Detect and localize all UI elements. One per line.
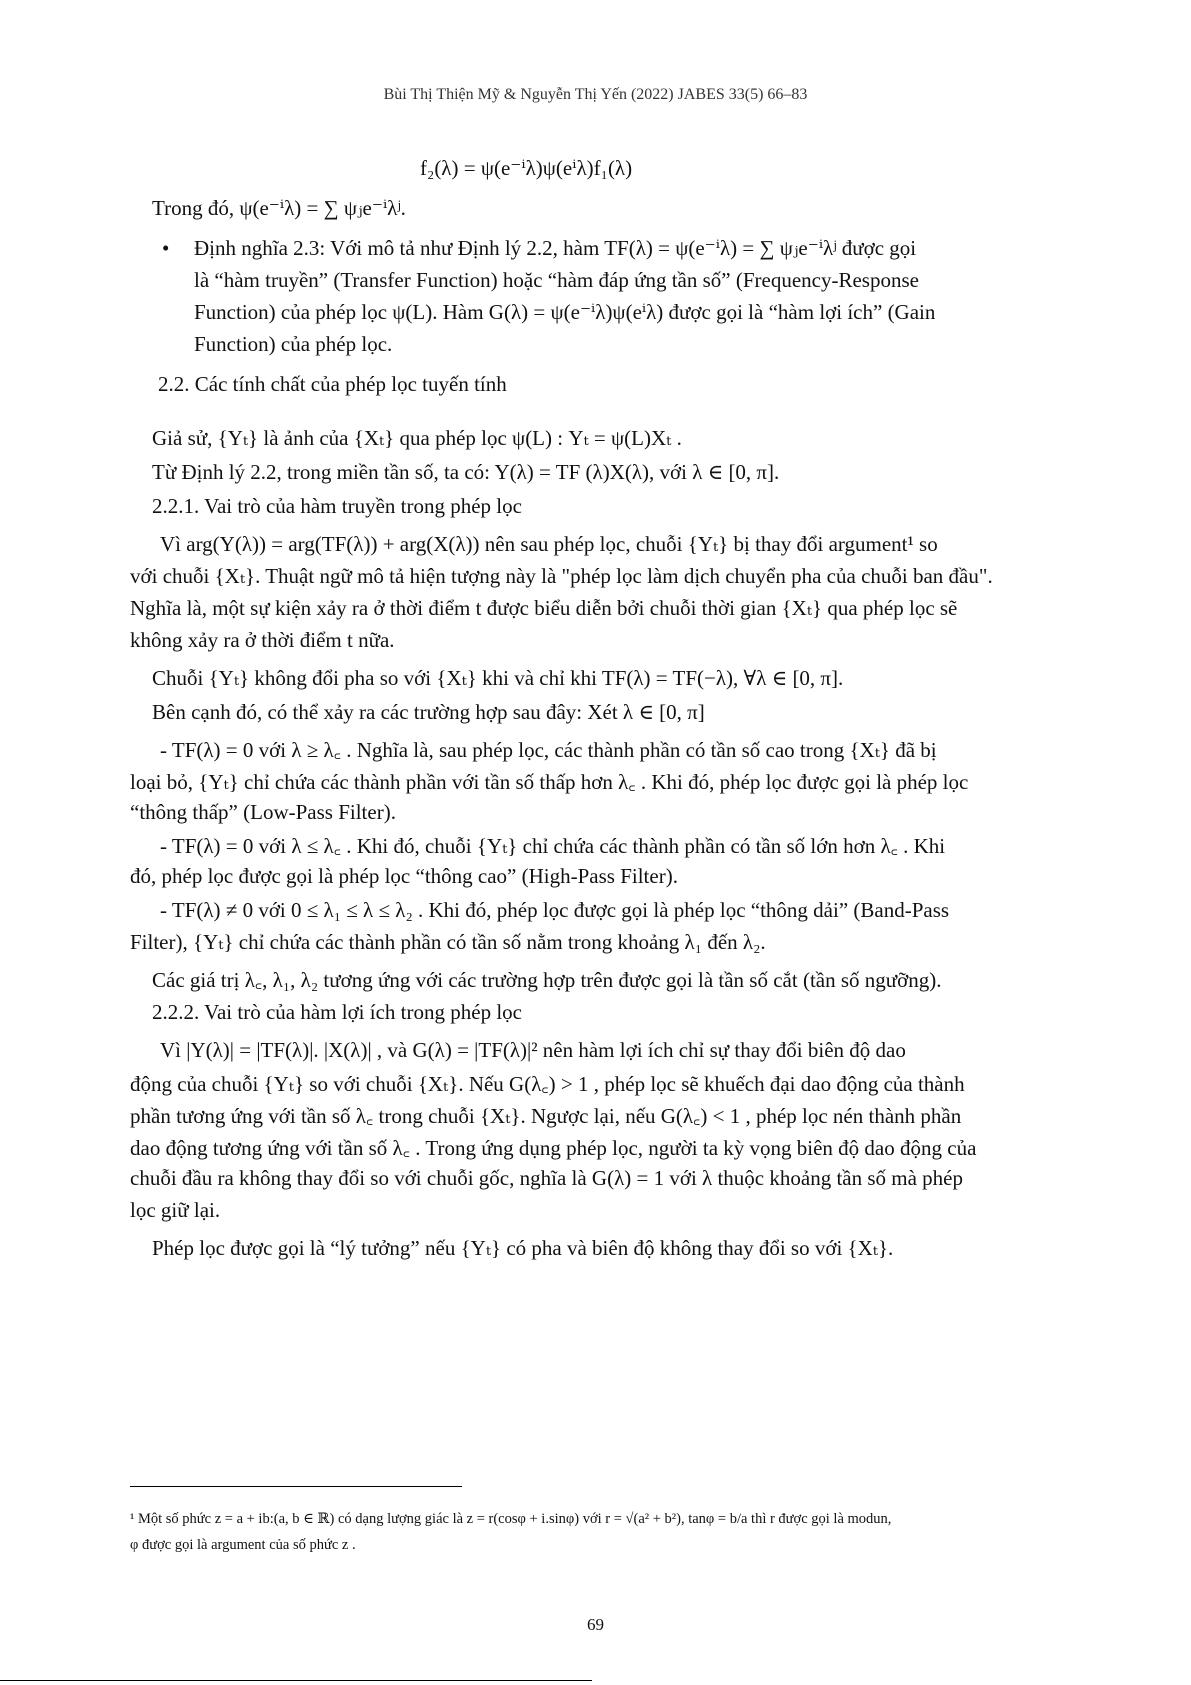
gain-line: động của chuỗi {Yₜ} so với chuỗi {Xₜ}. Nếu G(λ꜀) > 1 , phép lọc sẽ khuếch đại dao động của thành (130, 1072, 965, 1096)
definition-line: Function) của phép lọc. (194, 332, 393, 356)
paragraph-cases: Bên cạnh đó, có thể xảy ra các trường hợp sau đây: Xét λ ∈ [0, π] (152, 700, 705, 724)
subsection-heading-2-2-1: 2.2.1. Vai trò của hàm truyền trong phép lọc (152, 494, 522, 518)
where-clause: Trong đó, ψ(e⁻ⁱλ) = ∑ ψⱼe⁻ⁱλʲ. (152, 196, 406, 220)
gain-line: phần tương ứng với tần số λ꜀ trong chuỗi {Xₜ}. Ngược lại, nếu G(λ꜀) < 1 , phép lọc nén thành phần (130, 1104, 962, 1128)
argument-line: Nghĩa là, một sự kiện xảy ra ở thời điểm t được biểu diễn bởi chuỗi thời gian {Xₜ} qua phép lọc sẽ (130, 596, 958, 620)
bullet-marker: • (162, 236, 170, 260)
lowpass-line: “thông thấp” (Low-Pass Filter). (130, 800, 396, 824)
lowpass-line: loại bỏ, {Yₜ} chỉ chứa các thành phần với tần số thấp hơn λ꜀ . Khi đó, phép lọc được gọi là phép lọc (130, 770, 969, 794)
subsection-heading-2-2-2: 2.2.2. Vai trò của hàm lợi ích trong phép lọc (152, 1000, 522, 1024)
running-header: Bùi Thị Thiện Mỹ & Nguyễn Thị Yến (2022) JABES 33(5) 66–83 (383, 86, 808, 103)
footnote-separator (130, 1486, 462, 1487)
page-number: 69 (587, 1615, 604, 1634)
paragraph-ideal-filter: Phép lọc được gọi là “lý tưởng” nếu {Yₜ} có pha và biên độ không thay đổi so với {Xₜ}. (152, 1236, 894, 1260)
bandpass-line: Filter), {Yₜ} chỉ chứa các thành phần có tần số nằm trong khoảng λ₁ đến λ₂. (130, 930, 766, 954)
paragraph-suppose: Giả sử, {Yₜ} là ảnh của {Xₜ} qua phép lọc ψ(L) : Yₜ = ψ(L)Xₜ . (152, 426, 682, 450)
paragraph-cutoff: Các giá trị λ꜀, λ₁, λ₂ tương ứng với các trường hợp trên được gọi là tần số cắt (tần số ngưỡng). (152, 968, 942, 992)
section-heading-2-2: 2.2. Các tính chất của phép lọc tuyến tính (158, 372, 507, 396)
gain-line: dao động tương ứng với tần số λ꜀ . Trong ứng dụng phép lọc, người ta kỳ vọng biên độ dao động của (130, 1136, 977, 1160)
equation-f2: f₂(λ) = ψ(e⁻ⁱλ)ψ(eⁱλ)f₁(λ) (420, 156, 633, 180)
definition-line: Function) của phép lọc ψ(L). Hàm G(λ) = ψ(e⁻ⁱλ)ψ(eⁱλ) được gọi là “hàm lợi ích” (Gain (194, 300, 936, 324)
lowpass-line: - TF(λ) = 0 với λ ≥ λ꜀ . Nghĩa là, sau phép lọc, các thành phần có tần số cao trong {Xₜ} đã bị (160, 738, 937, 762)
definition-2-3 (194, 232, 1060, 360)
highpass-line: đó, phép lọc được gọi là phép lọc “thông cao” (High-Pass Filter). (130, 864, 678, 888)
bandpass-line: - TF(λ) ≠ 0 với 0 ≤ λ₁ ≤ λ ≤ λ₂ . Khi đó, phép lọc được gọi là phép lọc “thông dải” (Band-Pass (160, 898, 950, 922)
footnote-line: φ được gọi là argument của số phức z . (130, 1537, 356, 1553)
gain-line: lọc giữ lại. (130, 1198, 221, 1222)
footnote (130, 1506, 1060, 1558)
argument-line: không xảy ra ở thời điểm t nữa. (130, 628, 395, 652)
gain-line: Vì |Y(λ)| = |TF(λ)|. |X(λ)| , và G(λ) = |TF(λ)|² nên hàm lợi ích chỉ sự thay đổi biên độ dao (160, 1038, 906, 1062)
paragraph-from-theorem: Từ Định lý 2.2, trong miền tần số, ta có: Y(λ) = TF (λ)X(λ), với λ ∈ [0, π]. (152, 460, 780, 484)
gain-line: chuỗi đầu ra không thay đổi so với chuỗi gốc, nghĩa là G(λ) = 1 với λ thuộc khoảng tần số mà phép (130, 1166, 964, 1190)
bottom-rule (0, 1680, 592, 1681)
definition-line: Định nghĩa 2.3: Với mô tả như Định lý 2.2, hàm TF(λ) = ψ(e⁻ⁱλ) = ∑ ψⱼe⁻ⁱλʲ được gọi (194, 236, 917, 260)
highpass-line: - TF(λ) = 0 với λ ≤ λ꜀ . Khi đó, chuỗi {Yₜ} chỉ chứa các thành phần có tần số lớn hơn λ꜀ . Khi (160, 834, 946, 858)
argument-line: Vì arg(Y(λ)) = arg(TF(λ)) + arg(X(λ)) nên sau phép lọc, chuỗi {Yₜ} bị thay đổi argument¹ so (160, 532, 938, 556)
argument-line: với chuỗi {Xₜ}. Thuật ngữ mô tả hiện tượng này là "phép lọc làm dịch chuyển pha của chuỗi ban đầu". (130, 564, 993, 588)
paragraph-phase: Chuỗi {Yₜ} không đổi pha so với {Xₜ} khi và chỉ khi TF(λ) = TF(−λ), ∀λ ∈ [0, π]. (152, 666, 844, 690)
definition-line: là “hàm truyền” (Transfer Function) hoặc “hàm đáp ứng tần số” (Frequency-Response (194, 268, 919, 292)
footnote-line: ¹ Một số phức z = a + ib:(a, b ∈ ℝ) có dạng lượng giác là z = r(cosφ + i.sinφ) với r = √(a² + b²), tanφ = b/a thì r được gọi là modun, (130, 1511, 892, 1527)
